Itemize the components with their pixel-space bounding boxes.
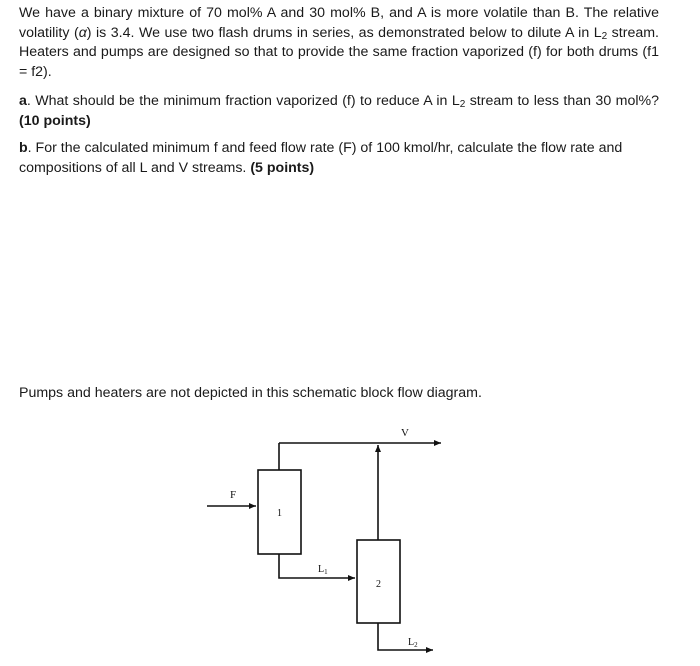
question-a-letter: a: [19, 93, 27, 109]
question-a-points: (10 points): [19, 112, 91, 129]
question-b-points: (5 points): [250, 159, 315, 176]
liquid2-label: [408, 637, 418, 649]
question-a-text-1: . What should be the minimum fraction vaporized (f) to reduce A in L: [26, 93, 460, 109]
liquid2-subscript: 2: [414, 641, 418, 649]
liquid2-letter: L: [408, 637, 415, 648]
intro-subscript: 2: [601, 30, 608, 42]
intro-text-3: stream. Heaters and pumps are designed so that to provide the same fraction vaporized (f) for both drums (f1 = f2).: [19, 24, 659, 80]
liquid1-stream-arrow: [279, 554, 355, 578]
diagram-lines: [207, 443, 441, 650]
liquid1-label: [318, 564, 328, 576]
intro-text-2: ) is 3.4. We use two flash drums in series, as demonstrated below to dilute A in L: [86, 24, 602, 41]
liquid2-stream-arrow: [378, 623, 433, 650]
intro-text-1: We have a binary mixture of 70 mol% A and 30 mol% B, and A is more volatile than B. The relative volatility (: [19, 5, 659, 41]
question-a-text-2: stream to less than 30 mol%?: [465, 93, 659, 109]
alpha-symbol: α: [78, 24, 87, 41]
question-b-text: . For the calculated minimum f and feed flow rate (F) of 100 kmol/hr, calculate the flow rate and compositions of all L and V streams.: [19, 140, 623, 176]
diagram-note-text: Pumps and heaters are not depicted in this schematic block flow diagram.: [19, 385, 482, 401]
liquid1-subscript: 1: [324, 568, 328, 576]
drum1-label: 1: [277, 508, 282, 519]
drum2-label: 2: [376, 579, 381, 590]
vapor-label: V: [401, 427, 409, 439]
question-b-letter: b: [19, 140, 28, 156]
liquid1-letter: L: [318, 564, 325, 575]
feed-label: F: [229, 489, 237, 501]
question-a-subscript: 2: [459, 99, 466, 110]
